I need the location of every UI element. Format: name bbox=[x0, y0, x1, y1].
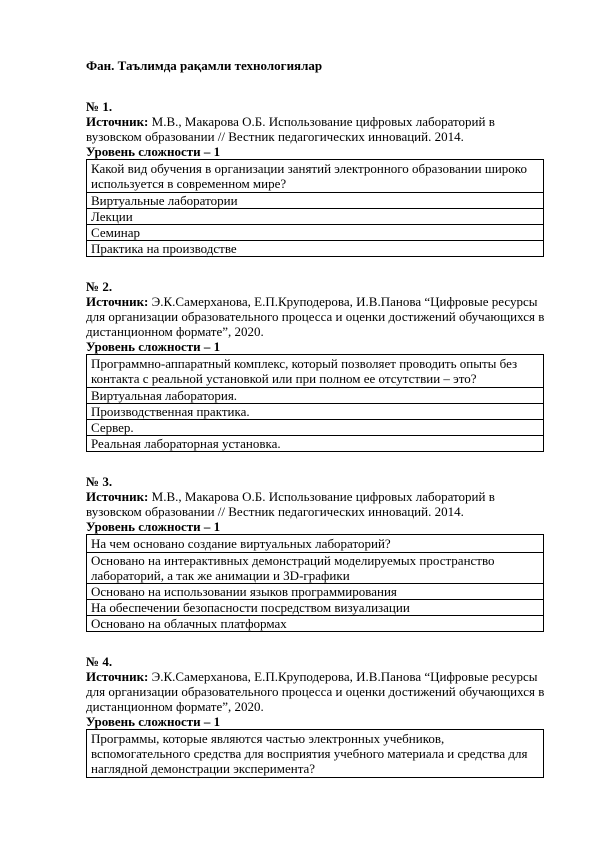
question-number: № 3. bbox=[86, 474, 113, 489]
answer-table bbox=[86, 159, 544, 257]
question-text: Программы, которые являются частью электронных учебников, вспомогательного средства для восприятия учебного материала и средства для наглядной демонстрации эксперимента? bbox=[87, 730, 544, 778]
source-text: М.В., Макарова О.Б. Использование цифровых лабораторий в вузовском образовании // Вестник педагогических инноваций. 2014. bbox=[86, 114, 495, 144]
question-block-3 bbox=[86, 474, 546, 632]
question-source bbox=[86, 114, 546, 144]
question-block-1 bbox=[86, 99, 546, 257]
question-source bbox=[86, 489, 546, 519]
difficulty-level: Уровень сложности – 1 bbox=[86, 339, 221, 354]
answer-option: Основано на интерактивных демонстраций моделируемых пространство лабораторий, а так же анимации и 3D-графики bbox=[87, 553, 544, 584]
question-text: На чем основано создание виртуальных лабораторий? bbox=[87, 535, 544, 553]
source-text: М.В., Макарова О.Б. Использование цифровых лабораторий в вузовском образовании // Вестник педагогических инноваций. 2014. bbox=[86, 489, 495, 519]
question-block-4 bbox=[86, 654, 546, 778]
subject-title: Фан. Таълимда рақамли технологиялар bbox=[86, 58, 323, 73]
difficulty-level: Уровень сложности – 1 bbox=[86, 519, 221, 534]
answer-option: Производственная практика. bbox=[87, 404, 544, 420]
answer-option: Семинар bbox=[87, 225, 544, 241]
source-label: Источник: bbox=[86, 294, 149, 309]
answer-option: Сервер. bbox=[87, 420, 544, 436]
difficulty-level: Уровень сложности – 1 bbox=[86, 144, 221, 159]
question-number: № 1. bbox=[86, 99, 113, 114]
answer-option: Основано на облачных платформах bbox=[87, 616, 544, 632]
question-source bbox=[86, 294, 546, 339]
answer-option: Лекции bbox=[87, 209, 544, 225]
question-text: Какой вид обучения в организации занятий электронного образовании широко используется в современном мире? bbox=[87, 160, 544, 193]
question-source bbox=[86, 669, 546, 714]
answer-option: Виртуальная лаборатория. bbox=[87, 388, 544, 404]
answer-option: Основано на использовании языков программирования bbox=[87, 584, 544, 600]
answer-option: На обеспечении безопасности посредством визуализации bbox=[87, 600, 544, 616]
answer-option: Практика на производстве bbox=[87, 241, 544, 257]
document-page bbox=[86, 58, 546, 800]
source-text: Э.К.Самерханова, Е.П.Круподерова, И.В.Панова “Цифровые ресурсы для организации образовательного процесса и оценки достижений обучающихся в дистанционном формате”, 2020. bbox=[86, 294, 545, 339]
answer-option: Виртуальные лаборатории bbox=[87, 193, 544, 209]
answer-table bbox=[86, 534, 544, 632]
source-label: Источник: bbox=[86, 114, 149, 129]
answer-table bbox=[86, 354, 544, 452]
question-number: № 4. bbox=[86, 654, 113, 669]
question-text: Программно-аппаратный комплекс, который позволяет проводить опыты без контакта с реальной установкой или при полном ее отсутствии – это? bbox=[87, 355, 544, 388]
source-label: Источник: bbox=[86, 489, 149, 504]
question-block-2 bbox=[86, 279, 546, 452]
source-text: Э.К.Самерханова, Е.П.Круподерова, И.В.Панова “Цифровые ресурсы для организации образовательного процесса и оценки достижений обучающихся в дистанционном формате”, 2020. bbox=[86, 669, 545, 714]
source-label: Источник: bbox=[86, 669, 149, 684]
answer-table bbox=[86, 729, 544, 778]
answer-option: Реальная лабораторная установка. bbox=[87, 436, 544, 452]
question-number: № 2. bbox=[86, 279, 113, 294]
difficulty-level: Уровень сложности – 1 bbox=[86, 714, 221, 729]
